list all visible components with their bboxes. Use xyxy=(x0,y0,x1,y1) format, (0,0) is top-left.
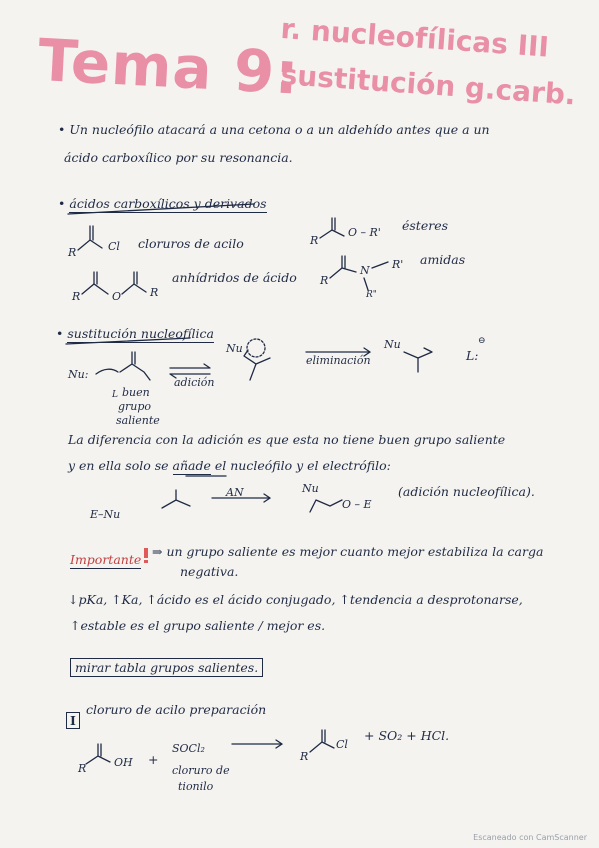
acids-underline xyxy=(68,204,254,214)
substitution-heading: sustitución nucleofílica xyxy=(67,326,214,341)
an-label: AN xyxy=(226,486,244,499)
acids-heading: ácidos carboxílicos y derivados xyxy=(69,196,267,211)
acyl-chloride-r: R xyxy=(68,246,77,259)
important-line-3: ↓pKa, ↑Ka, ↑ácido es el ácido conjugado, ↑tendencia a desprotonarse, xyxy=(68,592,523,607)
ester-bonds xyxy=(320,230,344,238)
exclamation-mark xyxy=(144,548,148,558)
attack-arrow xyxy=(96,369,118,374)
elimination-arrow xyxy=(306,348,370,356)
anhydrides-label: anhídridos de ácido xyxy=(172,270,297,285)
acyl-chloride-bonds xyxy=(78,240,102,250)
difference-line-2c: el nucleófilo y el electrófilo: xyxy=(214,458,391,473)
important-text-2: negativa. xyxy=(180,564,239,579)
amide-bonds xyxy=(330,262,388,290)
an-arrow xyxy=(212,494,270,502)
socl2-label: SOCl₂ xyxy=(172,742,205,755)
e-nu-label: E–Nu xyxy=(90,508,121,521)
amide-r2: R" xyxy=(366,290,377,300)
eliminacion-label: eliminación xyxy=(306,354,371,367)
anhydride-o: O xyxy=(112,290,122,303)
leaving-group-charge: ⊖ xyxy=(478,336,486,346)
anhydride-r1: R xyxy=(72,290,81,303)
intro-line-1: • Un nucleófilo atacará a una cetona o a un aldehído antes que a un xyxy=(58,122,490,137)
amide-r: R xyxy=(320,274,329,287)
difference-line-1: La diferencia con la adición es que esta no tiene buen grupo saliente xyxy=(68,432,506,447)
exclamation-dot xyxy=(144,560,148,563)
leaving-group-l: L: xyxy=(466,348,479,363)
ester-carbonyl xyxy=(332,218,335,230)
acid-oh: OH xyxy=(114,756,133,769)
plus-sign: + xyxy=(148,752,159,767)
acyl-chloride-product-bonds xyxy=(310,730,334,752)
buen-label: buen xyxy=(122,386,150,399)
mechanism-nu: Nu: xyxy=(68,368,89,381)
adduct-bonds xyxy=(310,500,342,512)
clorides-label: cloruros de acilo xyxy=(138,236,244,251)
ester-r: R xyxy=(310,234,319,247)
adduct-nu: Nu xyxy=(302,482,319,495)
cloruro-label: cloruro de xyxy=(172,764,230,777)
anhydride-bonds xyxy=(82,284,146,294)
difference-line-2b: añade xyxy=(172,458,211,473)
anhydride-carbonyls xyxy=(94,272,137,284)
section-heading: cloruro de acilo preparación xyxy=(86,702,267,717)
prep-arrow xyxy=(232,740,282,748)
byproducts: + SO₂ + HCl. xyxy=(364,728,450,743)
amide-carbonyl xyxy=(342,256,345,268)
adicion-label: adición xyxy=(174,376,215,389)
table-note: mirar tabla grupos salientes. xyxy=(70,658,263,677)
title-tema: Tema 9: xyxy=(36,26,302,108)
equilibrium-arrows xyxy=(170,364,210,378)
saliente-label: saliente xyxy=(116,414,160,427)
substitution-underline xyxy=(66,338,190,344)
important-line-4: ↑estable es el grupo saliente / mejor es. xyxy=(70,618,326,633)
important-text-1: ⇒ un grupo saliente es mejor cuanto mejor estabiliza la carga xyxy=(152,544,544,559)
anhydride-r2: R xyxy=(150,286,159,299)
esters-label: ésteres xyxy=(402,218,449,233)
scanner-footer: Escaneado con CamScanner xyxy=(473,833,587,842)
intro-line-2: ácido carboxílico por su resonancia. xyxy=(64,150,293,165)
circle-l: L xyxy=(112,390,118,400)
amides-label: amidas xyxy=(420,252,466,267)
grupo-label: grupo xyxy=(118,400,152,413)
ester-or: O – R' xyxy=(348,226,381,239)
product-nu: Nu xyxy=(384,338,401,351)
intermediate-bonds xyxy=(244,350,270,380)
section-number: I xyxy=(66,712,80,729)
product-cl: Cl xyxy=(336,738,348,751)
important-label: Importante xyxy=(70,552,142,567)
acyl-chloride-carbonyl xyxy=(90,226,93,240)
carboxylic-acid-bonds xyxy=(86,744,110,764)
difference-line-2a: y en ella solo se xyxy=(68,458,169,473)
acid-r: R xyxy=(78,762,87,775)
substrate-bonds xyxy=(120,352,150,380)
amide-r1: R' xyxy=(392,258,404,271)
acyl-chloride-cl: Cl xyxy=(108,240,120,253)
title-subtitle-2: sustitución g.carb. xyxy=(279,58,577,112)
substitution-product-bonds xyxy=(404,348,432,372)
intermediate-nu: Nu xyxy=(226,342,243,355)
amide-n: N xyxy=(360,264,370,277)
product-r: R xyxy=(300,750,309,763)
tionilo-label: tionilo xyxy=(178,780,214,793)
title-subtitle-1: r. nucleofílicas III xyxy=(279,12,550,64)
intermediate-circle xyxy=(247,339,265,357)
adicion-nucleofilica-note: (adición nucleofílica). xyxy=(398,484,535,499)
adduct-oe: O – E xyxy=(342,498,372,511)
carbonyl-substrate xyxy=(162,490,190,508)
